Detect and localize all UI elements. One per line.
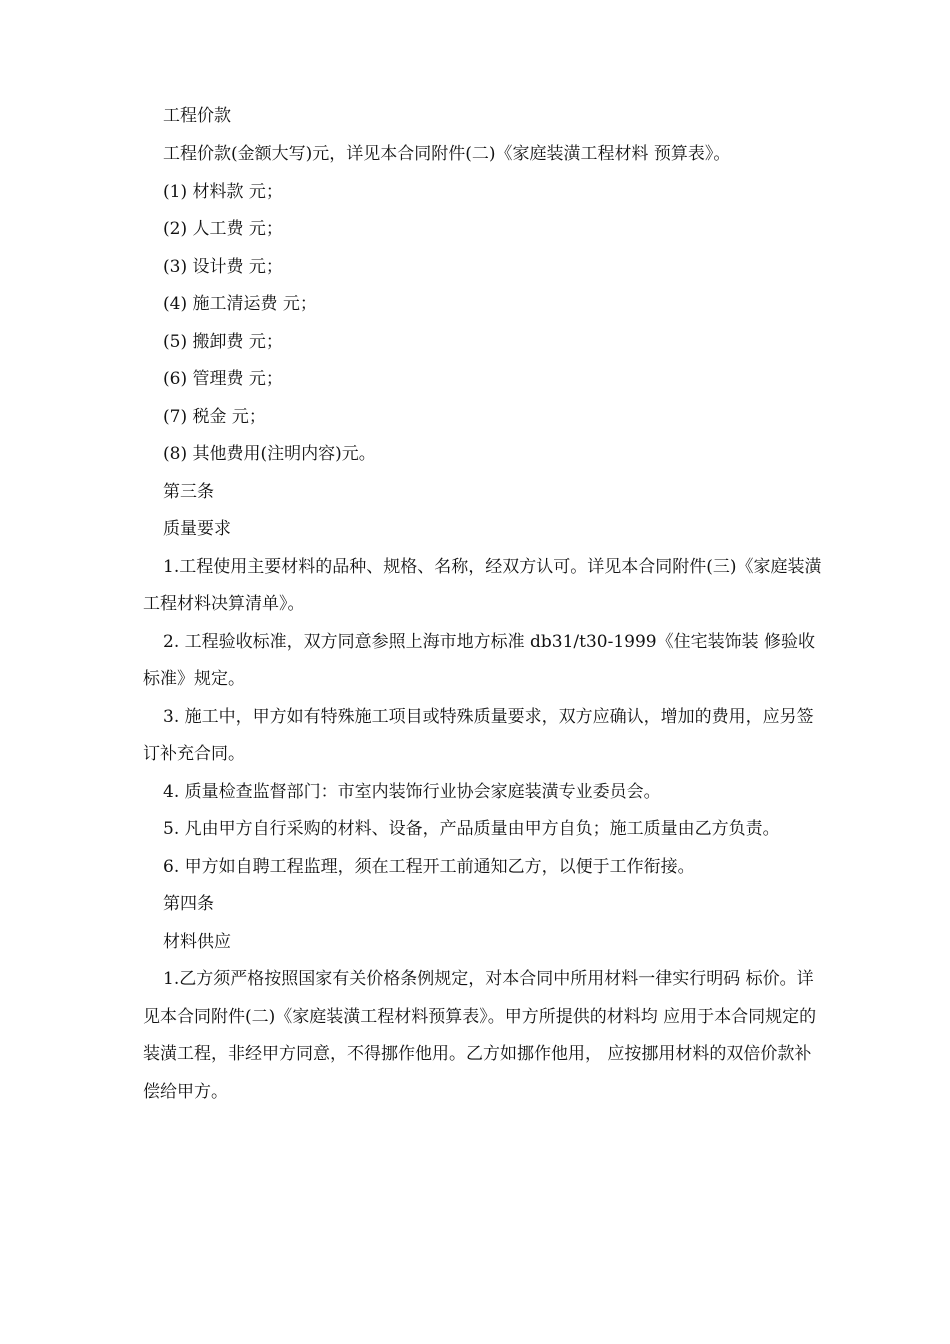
list-item-design-fee: (3) 设计费 元； [163, 256, 283, 277]
list-item-management-fee: (6) 管理费 元； [163, 369, 283, 389]
article-heading-4: 第四条 [163, 894, 214, 914]
paragraph-price-total: 工程价款(金额大写)元，详见本合同附件(二)《家庭装潢工程材料 预算表》。 [163, 144, 731, 164]
paragraph-materials-1: 1.乙方须严格按照国家有关价格条例规定，对本合同中所用材料一律实行明码 标价。详见本合同附件(二)《家庭装潢工程材料预算表》。甲方所提供的材料均 应用于本合同规定的装潢工程，非经甲方同意，不得挪作他用。乙方如挪作他用， 应按挪用材料的双倍价款补偿给甲方。 [143, 969, 817, 1102]
section-heading-quality: 质量要求 [163, 519, 231, 539]
list-item-handling-fee: (5) 搬卸费 元； [163, 331, 283, 352]
paragraph-quality-1: 1.工程使用主要材料的品种、规格、名称，经双方认可。详见本合同附件(三)《家庭装潢工程材料决算清单》。 [143, 556, 822, 614]
document-page [143, 96, 823, 1111]
list-item-cleanup-fee: (4) 施工清运费 元； [163, 294, 317, 314]
list-item-labor-fee: (2) 人工费 元； [163, 219, 283, 239]
paragraph-quality-5: 5. 凡由甲方自行采购的材料、设备，产品质量由甲方自负；施工质量由乙方负责。 [163, 819, 780, 839]
article-heading-3: 第三条 [163, 481, 214, 502]
paragraph-quality-6: 6. 甲方如自聘工程监理，须在工程开工前通知乙方，以便于工作衔接。 [163, 856, 695, 877]
list-item-tax: (7) 税金 元； [163, 406, 266, 427]
paragraph-quality-3: 3. 施工中，甲方如有特殊施工项目或特殊质量要求，双方应确认，增加的费用，应另签订补充合同。 [143, 706, 814, 764]
paragraph-quality-2: 2. 工程验收标准，双方同意参照上海市地方标准 db31/t30-1999《住宅装饰装 修验收标准》规定。 [143, 631, 816, 689]
section-heading-price: 工程价款 [163, 106, 231, 126]
paragraph-quality-4: 4. 质量检查监督部门：市室内装饰行业协会家庭装潢专业委员会。 [163, 781, 661, 802]
list-item-other-fee: (8) 其他费用(注明内容)元。 [163, 444, 376, 464]
section-heading-materials: 材料供应 [163, 931, 231, 952]
list-item-material-fee: (1) 材料款 元； [163, 181, 283, 202]
